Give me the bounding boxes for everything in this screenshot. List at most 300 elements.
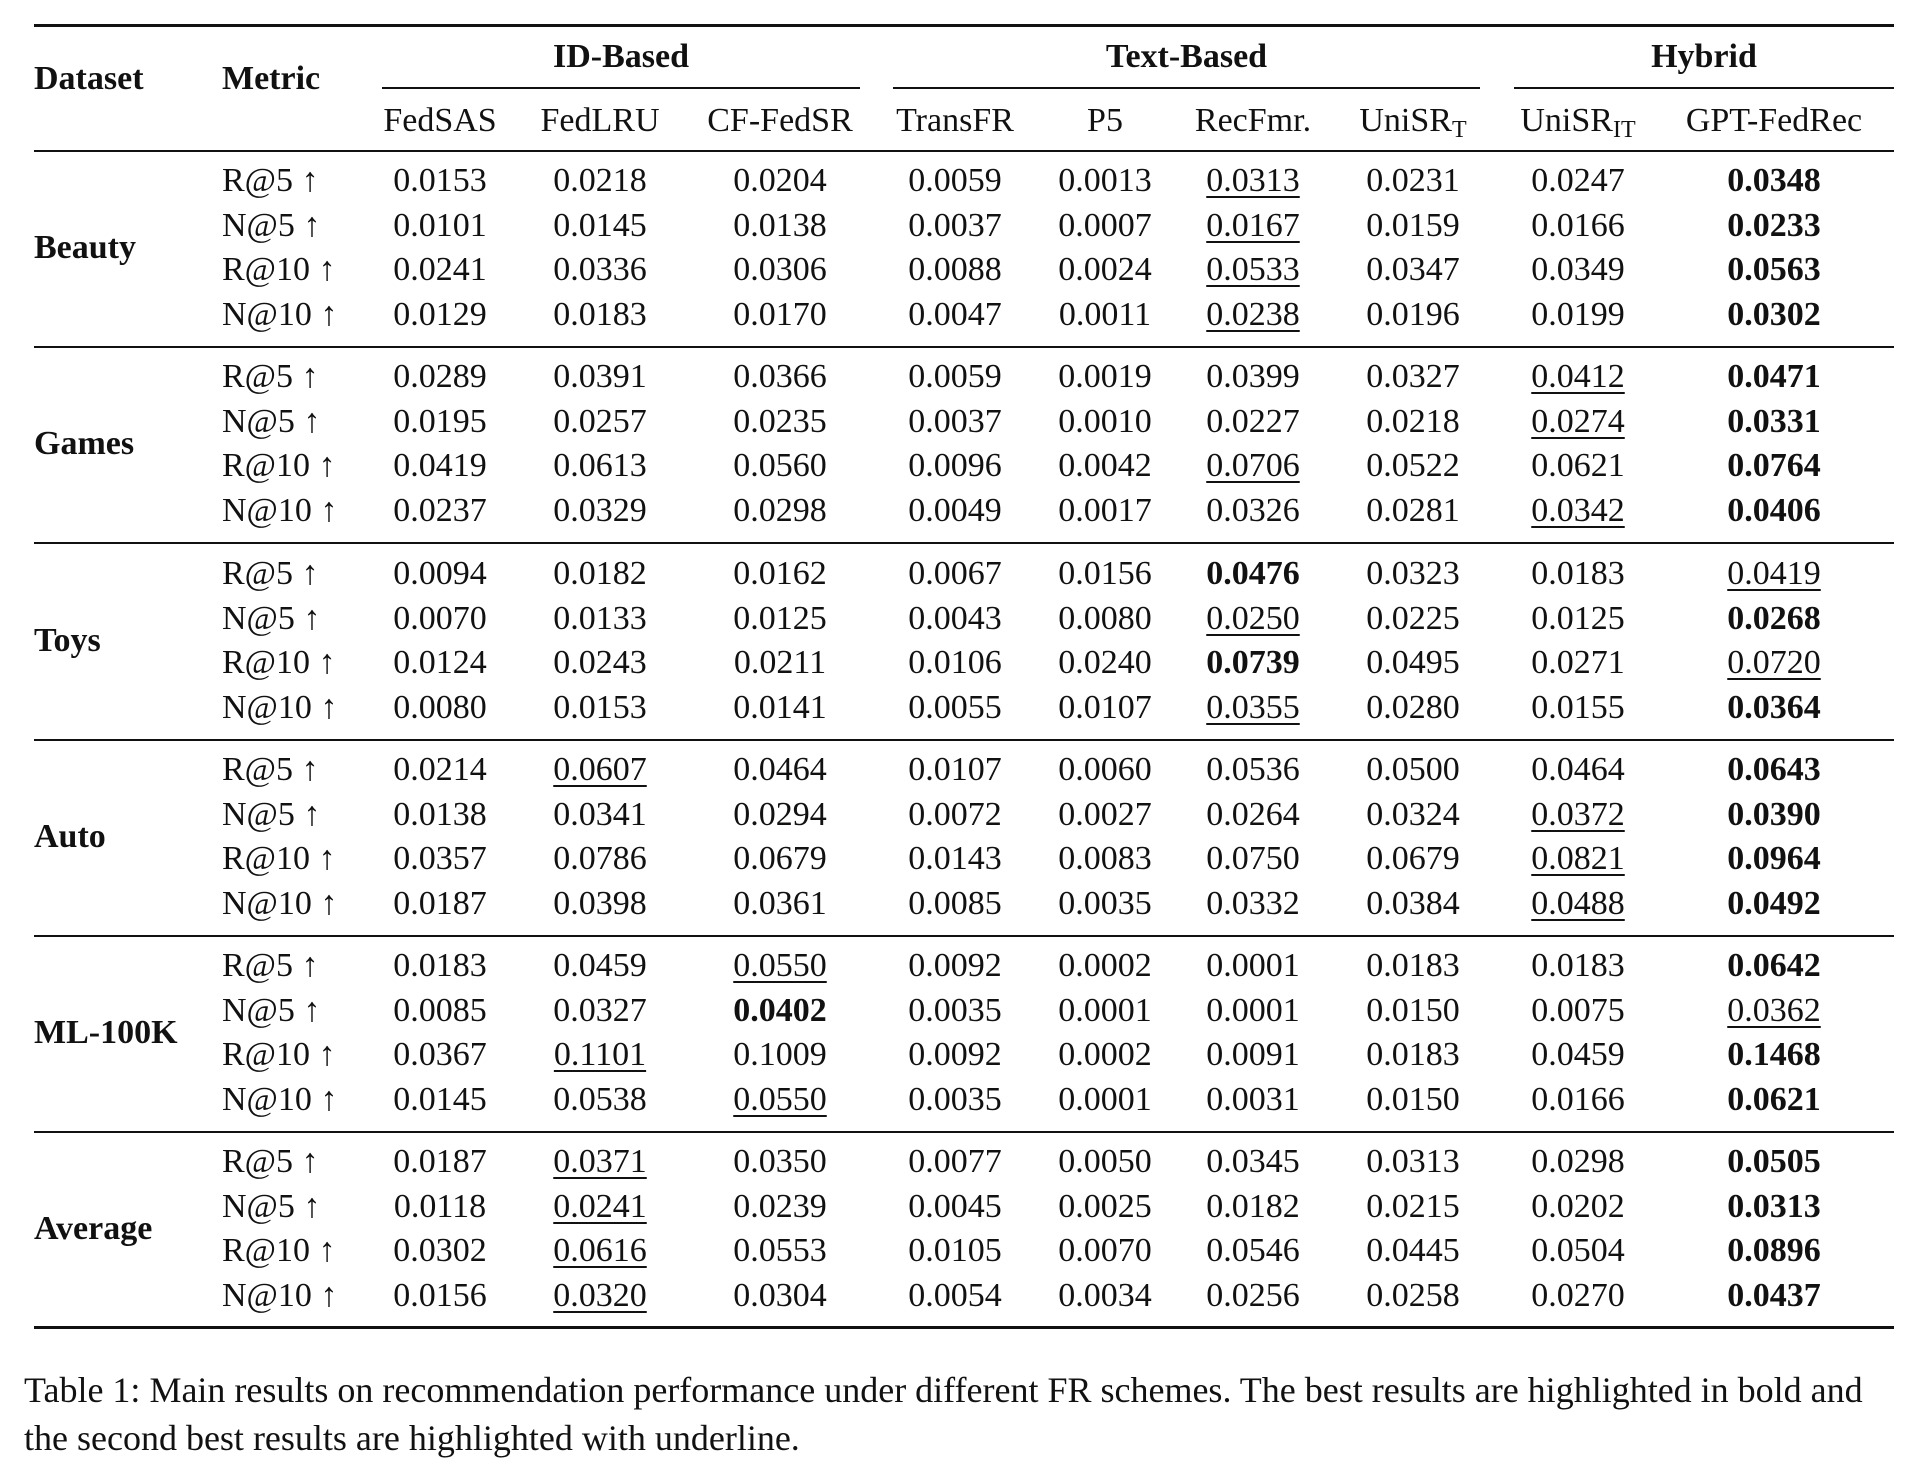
second-best-value-cell	[505, 1145, 695, 1179]
value-text: 0.0166	[1531, 206, 1625, 244]
value-text: 0.0336	[553, 251, 647, 288]
best-value-cell	[1679, 949, 1869, 983]
value-text: 0.0348	[1727, 162, 1821, 199]
value-text: 0.0250	[1206, 599, 1300, 637]
value-text: 0.0218	[553, 162, 647, 199]
value-text: 0.0538	[553, 1080, 647, 1118]
value-text: 0.0419	[393, 447, 487, 484]
value-text: 0.0550	[733, 947, 827, 984]
value-text: 0.0002	[1058, 1036, 1152, 1073]
value-cell	[1483, 206, 1673, 244]
value-cell	[1483, 557, 1673, 591]
value-text: 0.0366	[733, 358, 827, 395]
value-text: 0.1009	[733, 1036, 827, 1073]
value-cell	[1318, 1145, 1508, 1179]
metric-label: R@10 ↑	[222, 644, 336, 681]
value-text: 0.0563	[1727, 251, 1821, 288]
section-rule	[34, 935, 1894, 937]
value-text: 0.0764	[1727, 447, 1821, 484]
section-rule	[34, 346, 1894, 348]
section-rule	[34, 739, 1894, 741]
value-text: 0.0138	[393, 795, 487, 833]
value-cell	[1318, 557, 1508, 591]
value-cell	[685, 1276, 875, 1314]
metric-label: R@5 ↑	[222, 947, 319, 984]
second-best-value-cell	[505, 1276, 695, 1314]
dataset-label: Games	[34, 424, 135, 462]
metric-label: R@5 ↑	[222, 1143, 319, 1180]
value-text: 0.0031	[1206, 1080, 1300, 1118]
value-text: 0.0027	[1058, 795, 1152, 833]
value-text: 0.0233	[1727, 206, 1821, 244]
value-text: 0.0055	[908, 688, 1002, 726]
value-text: 0.0324	[1366, 795, 1460, 833]
value-text: 0.0167	[1206, 206, 1300, 244]
value-text: 0.0214	[393, 751, 487, 788]
value-text: 0.0187	[393, 1143, 487, 1180]
value-text: 0.0302	[393, 1232, 487, 1269]
value-text: 0.0327	[553, 991, 647, 1029]
value-text: 0.0125	[733, 599, 827, 637]
best-value-cell	[1679, 295, 1869, 333]
value-cell	[505, 795, 695, 833]
value-text: 0.0241	[553, 1187, 647, 1225]
value-text: 0.0037	[908, 402, 1002, 440]
value-text: 0.0258	[1366, 1276, 1460, 1314]
column-header-name: TransFR	[896, 102, 1014, 139]
value-text: 0.0896	[1727, 1232, 1821, 1269]
value-cell	[685, 1145, 875, 1179]
value-cell	[1483, 1145, 1673, 1179]
value-text: 0.0270	[1531, 1276, 1625, 1314]
value-cell	[685, 753, 875, 787]
second-best-value-cell	[1483, 884, 1673, 922]
value-text: 0.0083	[1058, 840, 1152, 877]
value-text: 0.0437	[1727, 1276, 1821, 1314]
value-text: 0.0505	[1727, 1143, 1821, 1180]
value-text: 0.0067	[908, 555, 1002, 592]
value-text: 0.0199	[1531, 295, 1625, 333]
value-text: 0.0298	[1531, 1143, 1625, 1180]
value-text: 0.0412	[1531, 358, 1625, 395]
value-text: 0.0786	[553, 840, 647, 877]
value-text: 0.0106	[908, 644, 1002, 681]
value-text: 0.0070	[393, 599, 487, 637]
value-text: 0.0150	[1366, 1080, 1460, 1118]
value-cell	[1318, 753, 1508, 787]
value-text: 0.0035	[1058, 884, 1152, 922]
value-text: 0.0402	[733, 991, 827, 1029]
value-text: 0.0088	[908, 251, 1002, 288]
value-text: 0.0182	[1206, 1187, 1300, 1225]
value-text: 0.0821	[1531, 840, 1625, 877]
value-cell	[505, 646, 695, 680]
second-best-value-cell	[1483, 491, 1673, 529]
metric-label: R@10 ↑	[222, 447, 336, 484]
value-text: 0.0750	[1206, 840, 1300, 877]
value-text: 0.0034	[1058, 1276, 1152, 1314]
value-text: 0.0024	[1058, 251, 1152, 288]
second-best-value-cell	[685, 949, 875, 983]
value-text: 0.0247	[1531, 162, 1625, 199]
second-best-value-cell	[1483, 795, 1673, 833]
value-text: 0.0094	[393, 555, 487, 592]
table-caption: Table 1: Main results on recommendation performance under different FR schemes. The best results are highlighted in bold and the second best results are highlighted with underline.	[24, 1370, 1863, 1458]
value-text: 0.0072	[908, 795, 1002, 833]
value-text: 0.0037	[908, 206, 1002, 244]
value-text: 0.0289	[393, 358, 487, 395]
best-value-cell	[1679, 491, 1869, 529]
value-text: 0.0091	[1206, 1036, 1300, 1073]
dataset-header: Dataset	[34, 60, 144, 97]
value-text: 0.0349	[1531, 251, 1625, 288]
value-text: 0.0445	[1366, 1232, 1460, 1269]
dataset-label: Average	[34, 1209, 153, 1247]
value-text: 0.0459	[553, 947, 647, 984]
value-text: 0.0001	[1058, 991, 1152, 1029]
value-text: 0.0059	[908, 358, 1002, 395]
value-text: 0.0642	[1727, 947, 1821, 984]
value-text: 0.0504	[1531, 1232, 1625, 1269]
second-best-value-cell	[1679, 557, 1869, 591]
value-text: 0.0043	[908, 599, 1002, 637]
metric-label: R@5 ↑	[222, 162, 319, 199]
value-text: 0.0241	[393, 251, 487, 288]
value-cell	[685, 557, 875, 591]
value-cell	[505, 360, 695, 394]
best-value-cell	[1679, 795, 1869, 833]
value-text: 0.0183	[1366, 1036, 1460, 1073]
value-cell	[1318, 164, 1508, 198]
second-best-value-cell	[505, 1187, 695, 1225]
dataset-label: Toys	[34, 621, 101, 659]
value-text: 0.0183	[1531, 555, 1625, 592]
best-value-cell	[1679, 753, 1869, 787]
value-text: 0.0464	[733, 751, 827, 788]
header-rule	[34, 150, 1894, 152]
value-text: 0.0204	[733, 162, 827, 199]
best-value-cell	[1679, 253, 1869, 287]
column-header-name: UniSR	[1520, 102, 1613, 139]
value-text: 0.0156	[393, 1276, 487, 1314]
value-text: 0.0341	[553, 795, 647, 833]
group-rule-id-based	[382, 87, 860, 89]
value-text: 0.0045	[908, 1187, 1002, 1225]
value-text: 0.0362	[1727, 991, 1821, 1029]
value-cell	[1483, 1187, 1673, 1225]
value-text: 0.0145	[553, 206, 647, 244]
value-text: 0.0096	[908, 447, 1002, 484]
column-header-subscript: IT	[1612, 117, 1636, 143]
value-cell	[1318, 688, 1508, 726]
value-text: 0.0183	[553, 295, 647, 333]
value-cell	[505, 253, 695, 287]
value-cell	[1318, 206, 1508, 244]
value-text: 0.0238	[1206, 295, 1300, 333]
column-header	[505, 104, 695, 138]
value-text: 0.0643	[1727, 751, 1821, 788]
metric-label: R@10 ↑	[222, 1232, 336, 1269]
value-text: 0.0215	[1366, 1187, 1460, 1225]
metric-label: N@10 ↑	[222, 1080, 338, 1118]
value-text: 0.0406	[1727, 491, 1821, 529]
best-value-cell	[1679, 164, 1869, 198]
value-cell	[505, 295, 695, 333]
value-text: 0.0304	[733, 1276, 827, 1314]
value-cell	[685, 1187, 875, 1225]
value-text: 0.0070	[1058, 1232, 1152, 1269]
value-text: 0.1101	[553, 1036, 647, 1073]
group-header-id-based: ID-Based	[552, 38, 690, 75]
value-text: 0.0313	[1206, 162, 1300, 199]
value-text: 0.0059	[908, 162, 1002, 199]
value-cell	[1483, 253, 1673, 287]
value-cell	[505, 206, 695, 244]
value-text: 0.0085	[393, 991, 487, 1029]
value-cell	[505, 164, 695, 198]
value-text: 0.0964	[1727, 840, 1821, 877]
value-cell	[1318, 1080, 1508, 1118]
value-cell	[1318, 646, 1508, 680]
value-text: 0.0101	[393, 206, 487, 244]
value-cell	[1483, 646, 1673, 680]
best-value-cell	[1679, 1080, 1869, 1118]
value-text: 0.0183	[1531, 947, 1625, 984]
value-cell	[685, 599, 875, 637]
value-text: 0.0243	[553, 644, 647, 681]
value-text: 0.0035	[908, 991, 1002, 1029]
value-text: 0.0471	[1727, 358, 1821, 395]
value-text: 0.0182	[553, 555, 647, 592]
value-text: 0.0047	[908, 295, 1002, 333]
value-text: 0.0329	[553, 491, 647, 529]
value-cell	[685, 449, 875, 483]
value-text: 0.0162	[733, 555, 827, 592]
value-text: 0.0153	[553, 688, 647, 726]
metric-label: N@5 ↑	[222, 206, 321, 244]
value-cell	[1318, 795, 1508, 833]
value-text: 0.0092	[908, 1036, 1002, 1073]
value-cell	[685, 884, 875, 922]
value-text: 0.0054	[908, 1276, 1002, 1314]
value-text: 0.0225	[1366, 599, 1460, 637]
value-cell	[685, 491, 875, 529]
value-text: 0.0327	[1366, 358, 1460, 395]
value-text: 0.0345	[1206, 1143, 1300, 1180]
value-text: 0.0141	[733, 688, 827, 726]
value-cell	[685, 795, 875, 833]
value-cell	[1483, 1234, 1673, 1268]
value-text: 0.0302	[1727, 295, 1821, 333]
value-cell	[1483, 1276, 1673, 1314]
value-text: 0.0166	[1531, 1080, 1625, 1118]
value-text: 0.0264	[1206, 795, 1300, 833]
value-cell	[685, 295, 875, 333]
value-text: 0.0323	[1366, 555, 1460, 592]
value-cell	[1318, 991, 1508, 1029]
value-cell	[1318, 491, 1508, 529]
value-text: 0.0237	[393, 491, 487, 529]
column-header-name: GPT-FedRec	[1685, 102, 1863, 139]
value-text: 0.0391	[553, 358, 647, 395]
column-header	[1483, 104, 1673, 142]
second-best-value-cell	[505, 1234, 695, 1268]
dataset-label: Auto	[34, 817, 106, 855]
value-text: 0.0553	[733, 1232, 827, 1269]
value-text: 0.0129	[393, 295, 487, 333]
value-text: 0.0320	[553, 1276, 647, 1314]
value-cell	[1483, 164, 1673, 198]
value-text: 0.0706	[1206, 447, 1300, 484]
value-cell	[1318, 884, 1508, 922]
value-text: 0.0281	[1366, 491, 1460, 529]
best-value-cell	[1679, 1038, 1869, 1072]
value-text: 0.0357	[393, 840, 487, 877]
best-value-cell	[1679, 884, 1869, 922]
value-cell	[505, 1080, 695, 1118]
top-rule	[34, 24, 1894, 27]
section-rule	[34, 1131, 1894, 1133]
value-text: 0.0342	[1531, 491, 1625, 529]
best-value-cell	[1679, 599, 1869, 637]
dataset-label: ML-100K	[34, 1013, 178, 1051]
value-cell	[685, 206, 875, 244]
metric-label: R@5 ↑	[222, 751, 319, 788]
value-text: 0.0533	[1206, 251, 1300, 288]
value-cell	[1318, 842, 1508, 876]
value-text: 0.0035	[908, 1080, 1002, 1118]
value-text: 0.0476	[1206, 555, 1300, 592]
value-text: 0.0042	[1058, 447, 1152, 484]
value-text: 0.0050	[1058, 1143, 1152, 1180]
value-text: 0.0001	[1206, 947, 1300, 984]
value-cell	[1483, 688, 1673, 726]
value-text: 0.0522	[1366, 447, 1460, 484]
value-cell	[685, 360, 875, 394]
value-text: 0.0019	[1058, 358, 1152, 395]
value-cell	[1318, 599, 1508, 637]
value-cell	[505, 884, 695, 922]
value-text: 0.0464	[1531, 751, 1625, 788]
value-text: 0.0240	[1058, 644, 1152, 681]
metric-label: R@5 ↑	[222, 555, 319, 592]
second-best-value-cell	[505, 753, 695, 787]
value-text: 0.0390	[1727, 795, 1821, 833]
value-text: 0.0060	[1058, 751, 1152, 788]
metric-label: N@10 ↑	[222, 884, 338, 922]
value-cell	[1318, 360, 1508, 394]
value-text: 0.0495	[1366, 644, 1460, 681]
value-cell	[1318, 295, 1508, 333]
value-text: 0.0720	[1727, 644, 1821, 681]
value-cell	[1318, 1038, 1508, 1072]
value-text: 0.0143	[908, 840, 1002, 877]
best-value-cell	[1679, 1187, 1869, 1225]
value-cell	[685, 253, 875, 287]
value-cell	[1483, 949, 1673, 983]
value-cell	[505, 599, 695, 637]
metric-label: N@5 ↑	[222, 1187, 321, 1225]
group-header-text-based: Text-Based	[1105, 38, 1268, 75]
value-text: 0.0155	[1531, 688, 1625, 726]
second-best-value-cell	[1679, 646, 1869, 680]
value-text: 0.0257	[553, 402, 647, 440]
value-text: 0.0372	[1531, 795, 1625, 833]
metric-label: N@10 ↑	[222, 1276, 338, 1314]
value-cell	[1318, 949, 1508, 983]
value-text: 0.0613	[553, 447, 647, 484]
group-header-hybrid: Hybrid	[1651, 38, 1757, 75]
value-text: 0.0235	[733, 402, 827, 440]
value-cell	[685, 646, 875, 680]
column-header-name: P5	[1087, 102, 1123, 139]
value-cell	[1483, 449, 1673, 483]
value-text: 0.0239	[733, 1187, 827, 1225]
value-text: 0.0196	[1366, 295, 1460, 333]
value-cell	[685, 402, 875, 440]
value-cell	[1318, 1276, 1508, 1314]
best-value-cell	[1679, 1234, 1869, 1268]
value-text: 0.0271	[1531, 644, 1625, 681]
metric-label: R@10 ↑	[222, 840, 336, 877]
value-text: 0.0125	[1531, 599, 1625, 637]
column-header	[1318, 104, 1508, 142]
value-text: 0.0025	[1058, 1187, 1152, 1225]
best-value-cell	[1679, 206, 1869, 244]
bottom-rule	[34, 1326, 1894, 1329]
value-text: 0.0550	[733, 1080, 827, 1118]
value-text: 0.0049	[908, 491, 1002, 529]
value-text: 0.0621	[1727, 1080, 1821, 1118]
value-text: 0.0679	[733, 840, 827, 877]
value-cell	[685, 688, 875, 726]
value-text: 0.0080	[393, 688, 487, 726]
value-text: 0.0298	[733, 491, 827, 529]
value-text: 0.0183	[393, 947, 487, 984]
value-cell	[505, 949, 695, 983]
value-text: 0.0536	[1206, 751, 1300, 788]
value-text: 0.0268	[1727, 599, 1821, 637]
second-best-value-cell	[1483, 842, 1673, 876]
value-text: 0.0361	[733, 884, 827, 922]
section-rule	[34, 542, 1894, 544]
value-text: 0.1468	[1727, 1036, 1821, 1073]
value-cell	[505, 449, 695, 483]
value-cell	[1483, 1038, 1673, 1072]
metric-label: N@10 ↑	[222, 688, 338, 726]
value-cell	[1483, 991, 1673, 1029]
best-value-cell	[1679, 402, 1869, 440]
best-value-cell	[1679, 360, 1869, 394]
value-cell	[1318, 1234, 1508, 1268]
metric-header: Metric	[222, 60, 321, 97]
metric-label: N@10 ↑	[222, 295, 338, 333]
value-text: 0.0085	[908, 884, 1002, 922]
value-text: 0.0107	[908, 751, 1002, 788]
value-text: 0.0459	[1531, 1036, 1625, 1073]
value-text: 0.0367	[393, 1036, 487, 1073]
value-text: 0.0364	[1727, 688, 1821, 726]
value-cell	[1318, 402, 1508, 440]
metric-label: R@10 ↑	[222, 1036, 336, 1073]
value-text: 0.0347	[1366, 251, 1460, 288]
value-text: 0.0202	[1531, 1187, 1625, 1225]
column-header-name: CF-FedSR	[707, 102, 853, 139]
value-text: 0.0500	[1366, 751, 1460, 788]
value-text: 0.0080	[1058, 599, 1152, 637]
value-text: 0.0398	[553, 884, 647, 922]
value-cell	[505, 688, 695, 726]
